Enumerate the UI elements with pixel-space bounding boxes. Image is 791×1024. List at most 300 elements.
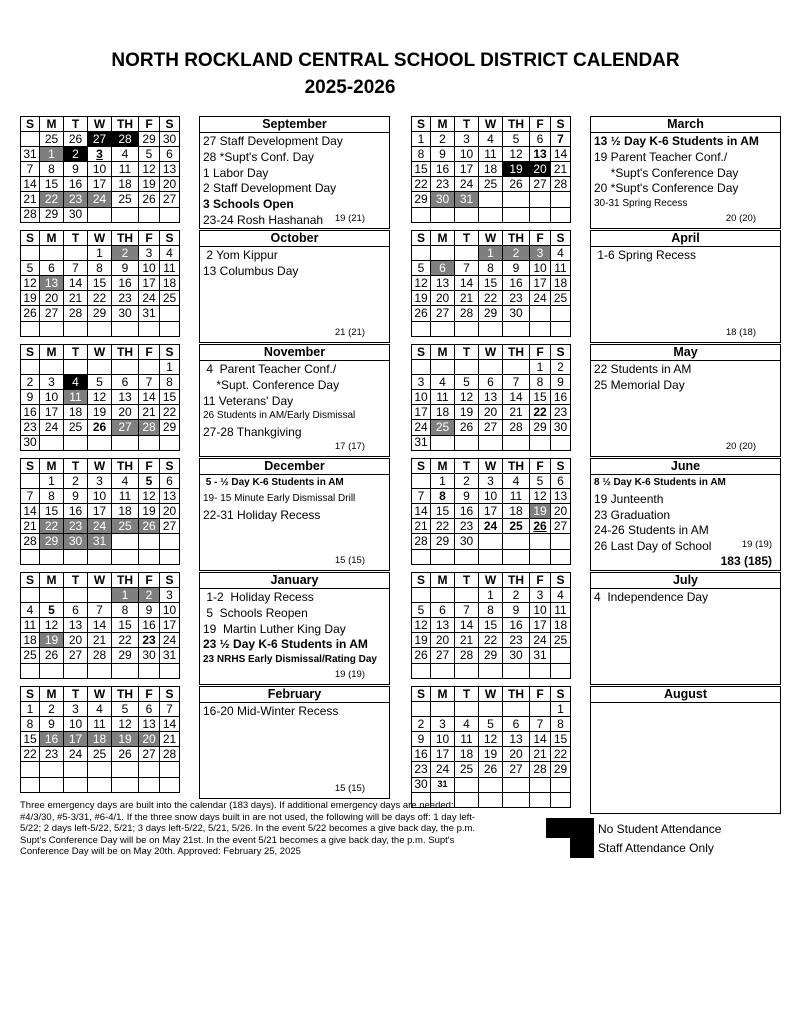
- day-header: TH: [503, 573, 530, 588]
- day-cell: 26: [139, 192, 160, 207]
- day-cell: [455, 549, 479, 564]
- day-cell: 10: [530, 603, 551, 618]
- month-notes: [590, 686, 781, 814]
- day-cell: 28: [88, 648, 112, 663]
- day-cell: 24: [455, 177, 479, 192]
- day-cell: [112, 762, 139, 777]
- day-cell: 14: [21, 177, 40, 192]
- day-cell: [503, 777, 530, 792]
- month-name: July: [591, 573, 780, 589]
- month-block-july: [411, 572, 782, 679]
- day-cell: [139, 207, 160, 222]
- day-cell: 8: [160, 375, 180, 390]
- day-cell: [530, 702, 551, 717]
- day-cell: 24: [431, 762, 455, 777]
- month-note: 13 ½ Day K-6 Students in AM: [594, 134, 759, 148]
- month-note: 3 Schools Open: [203, 197, 294, 212]
- day-cell: [455, 321, 479, 336]
- month-note: 20 *Supt's Conference Day: [594, 181, 739, 196]
- day-cell: 2: [412, 717, 431, 732]
- day-cell: 30: [112, 306, 139, 321]
- day-cell: 28: [139, 420, 160, 435]
- day-cell: 25: [21, 648, 40, 663]
- day-cell: 10: [40, 390, 64, 405]
- day-cell: 2: [64, 474, 88, 489]
- day-cell: 13: [139, 717, 160, 732]
- day-cell: 30: [503, 648, 530, 663]
- day-cell: 11: [551, 261, 571, 276]
- day-cell: [160, 534, 180, 549]
- day-header: W: [88, 231, 112, 246]
- day-cell: 29: [479, 306, 503, 321]
- day-cell: 4: [112, 474, 139, 489]
- day-cell: [112, 360, 139, 375]
- day-header: TH: [112, 231, 139, 246]
- day-cell: 14: [455, 618, 479, 633]
- month-block-may: [411, 344, 782, 451]
- day-cell: [530, 534, 551, 549]
- day-cell: 9: [412, 732, 431, 747]
- day-header: S: [412, 345, 431, 360]
- day-cell: 29: [479, 648, 503, 663]
- day-cell: [40, 360, 64, 375]
- day-cell: 11: [431, 390, 455, 405]
- day-cell: 2: [64, 147, 88, 162]
- day-cell: 24: [530, 633, 551, 648]
- day-cell: [412, 207, 431, 222]
- day-cell: 16: [551, 390, 571, 405]
- day-cell: 9: [40, 717, 64, 732]
- day-cell: 27: [160, 519, 180, 534]
- month-name: November: [200, 345, 389, 361]
- month-day-total: 21 (21): [334, 326, 365, 338]
- day-header: TH: [503, 687, 530, 702]
- day-cell: [88, 588, 112, 603]
- day-header: S: [551, 459, 571, 474]
- day-header: W: [479, 687, 503, 702]
- day-header: S: [412, 117, 431, 132]
- day-cell: 7: [160, 702, 180, 717]
- day-cell: [479, 534, 503, 549]
- day-cell: 3: [455, 132, 479, 147]
- day-cell: 18: [503, 504, 530, 519]
- month-note: 4 Independence Day: [594, 590, 709, 604]
- day-cell: 21: [455, 291, 479, 306]
- day-header: S: [551, 117, 571, 132]
- day-cell: 29: [551, 762, 571, 777]
- day-cell: 11: [455, 732, 479, 747]
- day-cell: 13: [479, 390, 503, 405]
- month-grid: [411, 116, 571, 223]
- month-block-december: [20, 458, 391, 565]
- day-cell: [139, 549, 160, 564]
- month-note: 4 Parent Teacher Conf./: [203, 362, 337, 376]
- day-cell: 15: [551, 732, 571, 747]
- day-cell: [88, 435, 112, 450]
- day-cell: 18: [64, 405, 88, 420]
- day-header: S: [412, 573, 431, 588]
- day-cell: 20: [479, 405, 503, 420]
- day-cell: 13: [64, 618, 88, 633]
- day-cell: 27: [160, 192, 180, 207]
- day-cell: 23: [503, 291, 530, 306]
- day-cell: 19: [139, 177, 160, 192]
- day-cell: [21, 663, 40, 678]
- day-header: S: [21, 231, 40, 246]
- day-cell: [551, 192, 571, 207]
- day-cell: [530, 777, 551, 792]
- day-cell: [479, 435, 503, 450]
- day-cell: 4: [503, 474, 530, 489]
- day-cell: [139, 435, 160, 450]
- day-cell: 4: [64, 375, 88, 390]
- month-notes: [199, 116, 390, 229]
- day-header: F: [139, 459, 160, 474]
- day-cell: 4: [479, 132, 503, 147]
- day-cell: 14: [64, 276, 88, 291]
- day-cell: 18: [479, 162, 503, 177]
- month-note: 19 Martin Luther King Day: [203, 621, 346, 636]
- day-header: M: [431, 345, 455, 360]
- day-cell: 21: [503, 405, 530, 420]
- month-day-total: 17 (17): [334, 440, 365, 452]
- day-cell: 11: [112, 162, 139, 177]
- month-grid: [20, 686, 180, 793]
- month-note: 22-31 Holiday Recess: [203, 507, 321, 522]
- day-cell: [412, 474, 431, 489]
- day-cell: [503, 534, 530, 549]
- day-cell: 17: [88, 177, 112, 192]
- day-header: S: [412, 687, 431, 702]
- day-cell: 22: [479, 633, 503, 648]
- day-cell: 1: [479, 588, 503, 603]
- day-cell: 12: [112, 717, 139, 732]
- month-note: 30-31 Spring Recess: [594, 198, 688, 210]
- day-header: T: [64, 117, 88, 132]
- month-block-january: [20, 572, 391, 679]
- day-cell: 8: [412, 147, 431, 162]
- day-header: F: [139, 117, 160, 132]
- page-title: NORTH ROCKLAND CENTRAL SCHOOL DISTRICT CALENDAR: [111, 50, 680, 71]
- month-day-total: 19 (19): [334, 668, 365, 680]
- day-cell: 19: [112, 732, 139, 747]
- day-cell: 7: [455, 603, 479, 618]
- day-cell: 19: [530, 504, 551, 519]
- day-cell: 25: [112, 519, 139, 534]
- month-note: 26 Last Day of School: [594, 539, 712, 554]
- day-header: S: [160, 231, 180, 246]
- month-name: May: [591, 345, 780, 361]
- day-cell: 6: [503, 717, 530, 732]
- day-cell: [88, 360, 112, 375]
- day-cell: 25: [431, 420, 455, 435]
- day-cell: 3: [88, 474, 112, 489]
- month-note: 5 Schools Reopen: [203, 605, 308, 620]
- day-cell: 26: [503, 177, 530, 192]
- day-cell: 26: [64, 132, 88, 147]
- month-block-august: [411, 686, 782, 808]
- day-cell: [160, 762, 180, 777]
- day-cell: [431, 549, 455, 564]
- day-cell: 28: [455, 648, 479, 663]
- day-cell: 5: [139, 147, 160, 162]
- day-cell: 7: [21, 162, 40, 177]
- day-header: F: [139, 573, 160, 588]
- day-cell: [431, 360, 455, 375]
- day-cell: [479, 702, 503, 717]
- day-header: T: [455, 459, 479, 474]
- day-cell: [88, 321, 112, 336]
- day-cell: [503, 663, 530, 678]
- day-cell: 30: [64, 207, 88, 222]
- day-cell: [64, 246, 88, 261]
- day-cell: 31: [412, 435, 431, 450]
- day-cell: [88, 207, 112, 222]
- day-cell: 5: [412, 261, 431, 276]
- day-cell: 9: [455, 489, 479, 504]
- day-header: T: [455, 231, 479, 246]
- footer-line: #4/3/30, #5-3/31, #6-4/1. If the three snow days built in are not used, the following will be days off: 1 day left-: [20, 811, 476, 823]
- day-cell: 27: [431, 648, 455, 663]
- day-header: T: [64, 459, 88, 474]
- day-cell: 10: [64, 717, 88, 732]
- day-header: W: [88, 117, 112, 132]
- day-cell: 7: [530, 717, 551, 732]
- day-cell: 7: [412, 489, 431, 504]
- day-cell: 22: [160, 405, 180, 420]
- day-cell: 24: [412, 420, 431, 435]
- day-cell: 30: [412, 777, 431, 792]
- month-note: 23 ½ Day K-6 Students in AM: [203, 637, 368, 652]
- day-header: TH: [112, 459, 139, 474]
- day-cell: [112, 207, 139, 222]
- day-cell: [455, 702, 479, 717]
- day-cell: 17: [139, 276, 160, 291]
- day-cell: [88, 549, 112, 564]
- day-cell: [503, 207, 530, 222]
- year-day-total: 183 (185): [720, 554, 772, 568]
- day-cell: [530, 306, 551, 321]
- day-header: TH: [503, 231, 530, 246]
- day-cell: [479, 360, 503, 375]
- day-cell: 12: [412, 276, 431, 291]
- day-cell: 17: [160, 618, 180, 633]
- day-cell: 30: [160, 132, 180, 147]
- day-cell: 4: [551, 246, 571, 261]
- day-cell: [503, 192, 530, 207]
- day-header: M: [431, 459, 455, 474]
- day-cell: 21: [139, 405, 160, 420]
- day-cell: [551, 648, 571, 663]
- day-header: M: [40, 573, 64, 588]
- month-grid: [411, 572, 571, 679]
- day-cell: [21, 246, 40, 261]
- day-cell: 1: [88, 246, 112, 261]
- day-cell: [40, 777, 64, 792]
- day-cell: 9: [431, 147, 455, 162]
- day-cell: 22: [88, 291, 112, 306]
- day-cell: 10: [530, 261, 551, 276]
- day-header: S: [551, 687, 571, 702]
- day-cell: 5: [139, 474, 160, 489]
- day-header: T: [455, 573, 479, 588]
- day-cell: 15: [112, 618, 139, 633]
- day-header: M: [40, 117, 64, 132]
- day-cell: [551, 534, 571, 549]
- day-cell: 3: [88, 147, 112, 162]
- day-cell: 12: [479, 732, 503, 747]
- day-cell: 2: [551, 360, 571, 375]
- day-cell: 2: [503, 246, 530, 261]
- day-cell: 14: [139, 390, 160, 405]
- month-name: September: [200, 117, 389, 133]
- day-cell: [21, 321, 40, 336]
- day-cell: 15: [88, 276, 112, 291]
- day-cell: 4: [21, 603, 40, 618]
- day-cell: 13: [112, 390, 139, 405]
- month-note: 27 Staff Development Day: [203, 134, 343, 148]
- day-cell: 11: [88, 717, 112, 732]
- day-cell: 23: [21, 420, 40, 435]
- day-cell: [412, 246, 431, 261]
- day-cell: 15: [479, 276, 503, 291]
- day-cell: [455, 246, 479, 261]
- day-header: W: [88, 573, 112, 588]
- day-cell: 16: [64, 177, 88, 192]
- day-cell: 16: [455, 504, 479, 519]
- day-cell: 5: [479, 717, 503, 732]
- day-cell: [530, 435, 551, 450]
- day-cell: 20: [40, 291, 64, 306]
- day-cell: 20: [160, 504, 180, 519]
- month-name: March: [591, 117, 780, 133]
- day-cell: 22: [551, 747, 571, 762]
- day-cell: 27: [40, 306, 64, 321]
- day-cell: 5: [412, 603, 431, 618]
- day-cell: 9: [112, 261, 139, 276]
- day-cell: 3: [530, 246, 551, 261]
- day-cell: [479, 663, 503, 678]
- legend-staff-only-swatch: [570, 838, 594, 858]
- day-header: S: [160, 687, 180, 702]
- day-cell: 1: [40, 147, 64, 162]
- day-cell: [551, 435, 571, 450]
- day-cell: 7: [88, 603, 112, 618]
- legend-no-attendance-label: No Student Attendance: [598, 822, 722, 836]
- month-note: 26 Students in AM/Early Dismissal: [203, 410, 356, 422]
- day-header: M: [431, 117, 455, 132]
- day-cell: 8: [530, 375, 551, 390]
- month-notes: [199, 458, 390, 571]
- month-grid: [20, 116, 180, 223]
- day-cell: [503, 435, 530, 450]
- day-cell: [88, 777, 112, 792]
- day-cell: 16: [412, 747, 431, 762]
- day-cell: 12: [530, 489, 551, 504]
- day-cell: 11: [503, 489, 530, 504]
- page-subtitle: 2025-2026: [304, 77, 396, 98]
- day-cell: [431, 435, 455, 450]
- day-header: T: [64, 573, 88, 588]
- month-note: 24-26 Students in AM: [594, 523, 709, 538]
- day-cell: 29: [112, 648, 139, 663]
- day-cell: 14: [412, 504, 431, 519]
- day-cell: 6: [431, 261, 455, 276]
- day-cell: 13: [503, 732, 530, 747]
- day-cell: 24: [88, 519, 112, 534]
- month-notes: [590, 230, 781, 343]
- day-cell: 16: [431, 162, 455, 177]
- day-cell: 9: [551, 375, 571, 390]
- day-cell: [160, 321, 180, 336]
- day-cell: 27: [530, 177, 551, 192]
- day-cell: 23: [431, 177, 455, 192]
- legend-staff-only-label: Staff Attendance Only: [598, 841, 714, 855]
- day-header: S: [21, 573, 40, 588]
- day-cell: 9: [64, 162, 88, 177]
- day-cell: 26: [139, 519, 160, 534]
- day-cell: 8: [479, 603, 503, 618]
- day-cell: 3: [530, 588, 551, 603]
- day-header: F: [139, 231, 160, 246]
- day-cell: 6: [64, 603, 88, 618]
- day-cell: [455, 207, 479, 222]
- legend-no-attendance-swatch: [546, 818, 594, 838]
- day-cell: [412, 360, 431, 375]
- day-cell: 30: [21, 435, 40, 450]
- day-header: M: [40, 345, 64, 360]
- day-cell: 28: [21, 207, 40, 222]
- day-header: S: [412, 231, 431, 246]
- day-cell: 27: [139, 747, 160, 762]
- day-cell: 6: [160, 147, 180, 162]
- day-cell: [412, 549, 431, 564]
- day-cell: [40, 663, 64, 678]
- day-cell: [551, 777, 571, 792]
- month-notes: [590, 572, 781, 685]
- day-cell: 31: [21, 147, 40, 162]
- day-cell: 13: [551, 489, 571, 504]
- day-cell: 10: [139, 261, 160, 276]
- day-cell: [64, 360, 88, 375]
- day-header: S: [551, 573, 571, 588]
- month-day-total: 18 (18): [725, 326, 756, 338]
- day-header: M: [431, 687, 455, 702]
- month-block-september: [20, 116, 391, 227]
- day-cell: [112, 663, 139, 678]
- day-cell: 18: [88, 732, 112, 747]
- day-cell: 7: [139, 375, 160, 390]
- day-cell: 15: [40, 504, 64, 519]
- day-header: M: [40, 231, 64, 246]
- day-header: T: [64, 345, 88, 360]
- day-cell: 15: [40, 177, 64, 192]
- day-cell: 13: [431, 618, 455, 633]
- day-cell: 19: [88, 405, 112, 420]
- day-header: TH: [503, 345, 530, 360]
- day-cell: 11: [551, 603, 571, 618]
- day-cell: 15: [160, 390, 180, 405]
- month-notes: [199, 686, 390, 799]
- day-cell: [479, 549, 503, 564]
- day-cell: 8: [21, 717, 40, 732]
- day-header: F: [530, 687, 551, 702]
- day-cell: 28: [551, 177, 571, 192]
- day-cell: 6: [139, 702, 160, 717]
- day-cell: 3: [479, 474, 503, 489]
- day-cell: 7: [503, 375, 530, 390]
- day-cell: 7: [21, 489, 40, 504]
